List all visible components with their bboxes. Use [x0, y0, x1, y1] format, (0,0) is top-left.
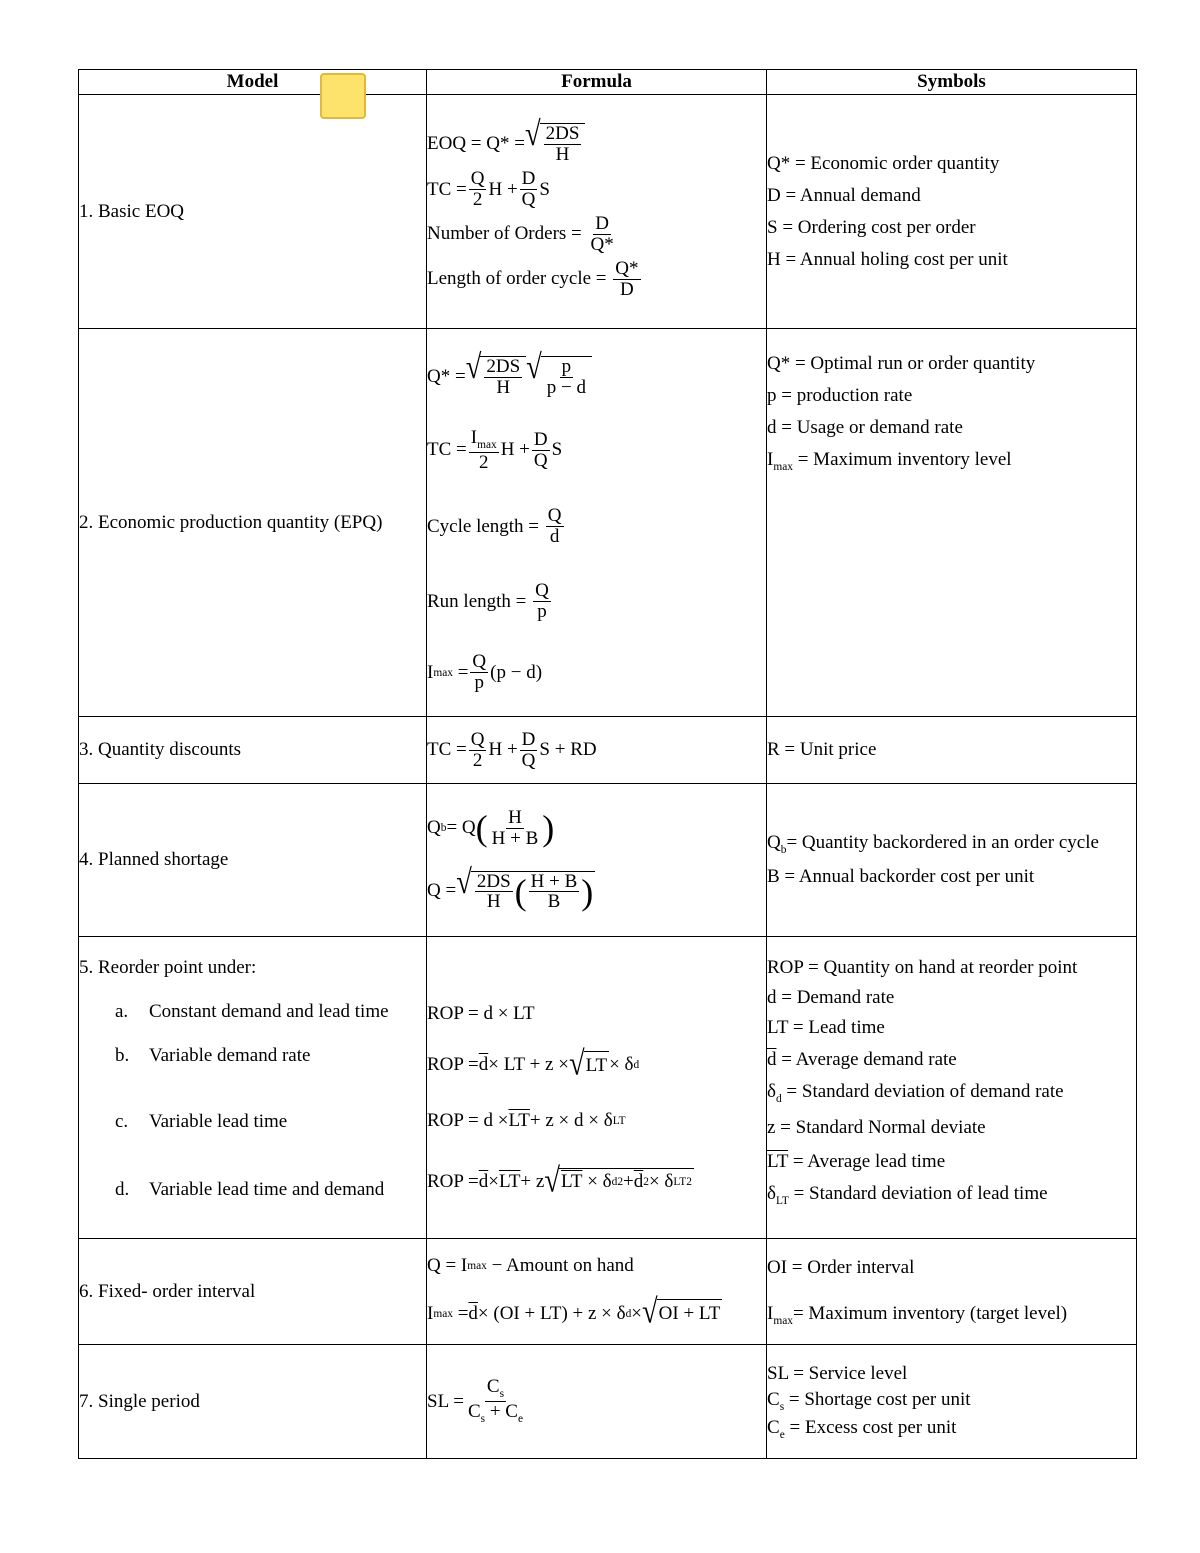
row-epq	[79, 329, 1137, 717]
formula-eoq: EOQ = Q* = √ $\frac{2DS}{H}$	[427, 123, 766, 165]
formula-number-of-orders: Number of Orders = $\frac{D}{Q*}$	[427, 213, 614, 255]
formula-q-star: Q* = √ $\frac{2DS}{H}$ √ $\frac{p}{p - d}$	[427, 356, 766, 398]
formula-cell	[427, 937, 767, 1239]
formula-sl: SL = $\frac{C_s}{C_s + C_e}$	[427, 1376, 524, 1425]
formula-rop-a: ROP = d × LT	[427, 1003, 535, 1024]
model-cell	[79, 784, 427, 937]
model-cell	[79, 1345, 427, 1459]
symbols-cell: ROP = Quantity on hand at reorder point d = Demand rate LT = Lead time $\overline{d}$ = Average demand rate $\delta_d$ = Standard deviation of demand rate z = Standard Normal deviate $\overline{LT}$ = Average lead time $\delta_{LT}$ = Standard deviation of lead time	[767, 937, 1137, 1239]
model-cell	[79, 1239, 427, 1345]
model-cell	[79, 329, 427, 717]
sub-item-c: c. Variable lead time	[115, 1111, 288, 1132]
formula-cycle-length: Cycle length = $\frac{Q}{d}$	[427, 505, 562, 548]
header-model: Model	[79, 70, 427, 95]
sticky-note-icon[interactable]	[320, 73, 366, 119]
formula-cell	[427, 95, 767, 329]
model-name: 2. Economic production quantity (EPQ)	[79, 511, 383, 533]
model-cell	[79, 717, 427, 784]
symbols-cell: Q* = Economic order quantity D = Annual demand S = Ordering cost per order H = Annual holing cost per unit	[767, 95, 1137, 329]
formula-q: Q = √ $\frac{2DS}{H}$ ( $\frac{H + B}{B}$ )	[427, 863, 594, 913]
row-reorder-point	[79, 937, 1137, 1239]
model-name: 5. Reorder point under:	[79, 957, 257, 978]
formula-q: Q = I max − Amount on hand	[427, 1255, 634, 1277]
model-name: 1. Basic EOQ	[79, 200, 185, 222]
formula-qb: Q b = Q ( $\frac{H}{H + B}$ )	[427, 806, 555, 849]
formula-rop-b: ROP = $\overline{d}$ × LT + z × √ LT × δ d	[427, 1045, 640, 1083]
model-name: 6. Fixed- order interval	[79, 1280, 256, 1302]
model-cell	[79, 937, 427, 1239]
row-basic-eoq	[79, 95, 1137, 329]
row-fixed-order-interval	[79, 1239, 1137, 1345]
row-quantity-discounts	[79, 717, 1137, 784]
formula-tc: TC = $\frac{Q}{2}$ H + $\frac{D}{Q}$ S	[427, 168, 550, 211]
model-cell	[79, 95, 427, 329]
formula-cell	[427, 717, 767, 784]
row-single-period	[79, 1345, 1137, 1459]
symbols-cell: SL = Service level $C_s$ = Shortage cost per unit $C_e$ = Excess cost per unit	[767, 1345, 1137, 1459]
formula-rop-d: ROP = $\overline{d}$ × $\overline{LT}$ + z √ LT × δ d 2 + $\overline{d}$ 2 × δ LT 2	[427, 1162, 692, 1200]
formula-cell	[427, 1345, 767, 1459]
symbols-cell: OI = Order interval $I_{max}=$ Maximum inventory (target level)	[767, 1239, 1137, 1345]
symbols-cell: Q* = Optimal run or order quantity p = production rate d = Usage or demand rate $I_{max}$ = Maximum inventory level	[767, 329, 1137, 717]
symbols-cell: R = Unit price	[767, 717, 1137, 784]
sub-item-a: a. Constant demand and lead time	[115, 1001, 389, 1022]
symbols-cell: $Q_b=$ Quantity backordered in an order cycle B = Annual backorder cost per unit	[767, 784, 1137, 937]
model-name: 4. Planned shortage	[79, 849, 229, 870]
header-symbols: Symbols	[767, 70, 1137, 95]
formula-run-length: Run length = $\frac{Q}{p}$	[427, 580, 549, 623]
formula-rop-c: ROP = d × $\overline{LT}$ + z × d × δ LT	[427, 1109, 626, 1131]
formula-imax: I max = $\frac{Q}{p}$ (p − d)	[427, 651, 543, 694]
row-planned-shortage	[79, 784, 1137, 937]
header-row	[79, 70, 1137, 95]
sub-item-d: d. Variable lead time and demand	[115, 1179, 385, 1200]
formula-tc: TC = $\frac{Q}{2}$ H + $\frac{D}{Q}$ S + RD	[427, 728, 597, 771]
model-name: 3. Quantity discounts	[79, 739, 242, 760]
inventory-models-table	[78, 69, 1137, 1459]
sub-item-b: b. Variable demand rate	[115, 1045, 311, 1066]
formula-cell	[427, 1239, 767, 1345]
sub-list	[115, 1001, 426, 1201]
formula-order-cycle: Length of order cycle = $\frac{Q*}{D}$	[427, 257, 639, 300]
formula-cell	[427, 329, 767, 717]
formula-cell	[427, 784, 767, 937]
header-formula: Formula	[427, 70, 767, 95]
formula-tc: TC = $\frac{I_{max}}{2}$ H + $\frac{D}{Q}$ S	[427, 426, 563, 473]
formula-imax: I max = $\overline{d}$ × (OI + LT) + z × δ d × √ OI + LT	[427, 1294, 721, 1332]
model-name: 7. Single period	[79, 1390, 200, 1412]
